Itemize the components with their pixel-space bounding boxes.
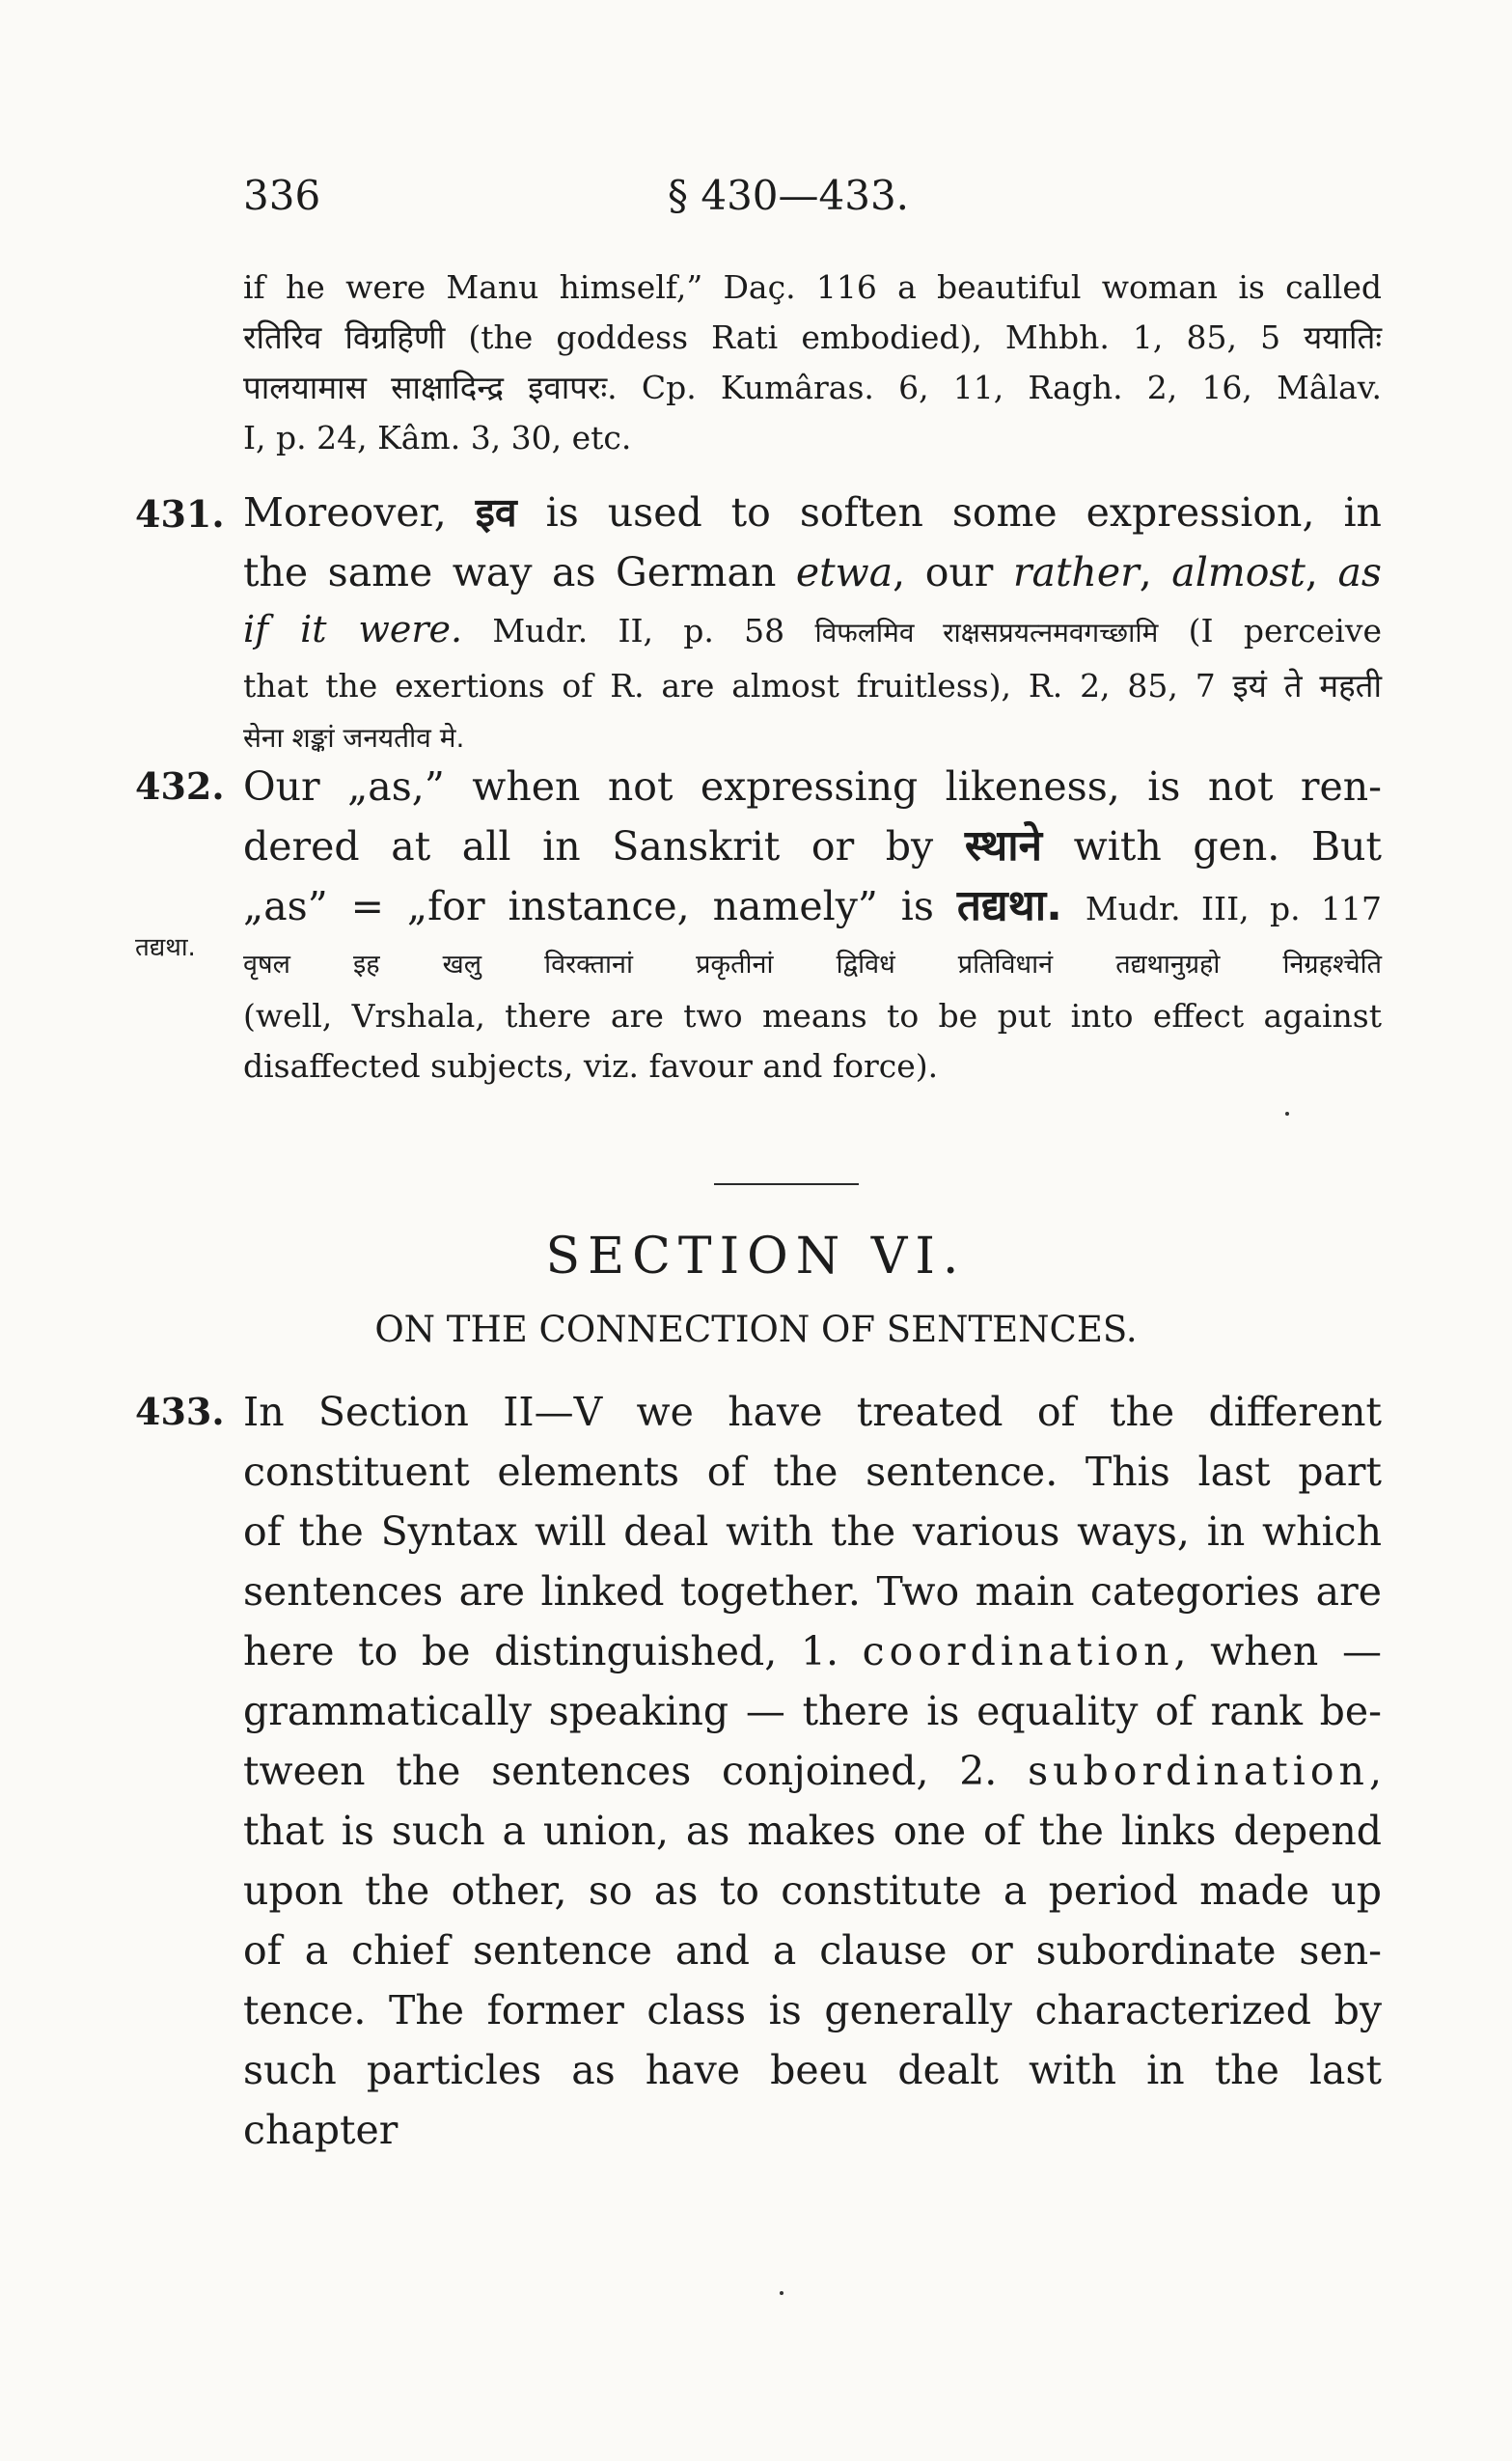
section-subtitle: ON THE CONNECTION OF SENTENCES. — [374, 1309, 1138, 1350]
text: the same way as German — [243, 549, 777, 595]
text: dered at all in Sanskrit or by — [243, 823, 934, 870]
section-divider — [714, 1183, 859, 1185]
line: वृषल इह खलु विरक्तानां प्रकृतीनां द्विविधं प्रतिविधानं तद्यथानुग्रहो निग्रहश्चेति — [243, 950, 1382, 980]
line: upon the other, so as to constitute a period made up — [243, 1867, 1382, 1914]
text: Mudr. III, p. 117 — [1085, 890, 1382, 927]
line — [243, 542, 1382, 602]
paragraph-431 — [243, 483, 1382, 764]
sanskrit-quote: विफलमिव राक्षसप्रयत्नमवगच्छामि — [814, 617, 1159, 649]
paragraph-number-433: 433. — [135, 1390, 225, 1433]
line: disaffected subjects, viz. favour and force). — [243, 1047, 939, 1085]
margin-note-tadyatha: तद्यथा. — [135, 933, 196, 962]
italic-term: almost — [1171, 549, 1306, 595]
spaced-term: coordination — [862, 1628, 1174, 1674]
text: , — [1368, 1748, 1382, 1794]
line: सेना शङ्कां जनयतीव मे. — [243, 722, 465, 754]
text: (I perceive — [1188, 612, 1383, 650]
section-title: SECTION VI. — [545, 1228, 967, 1286]
line — [243, 1621, 1382, 1681]
line — [243, 1741, 1382, 1801]
text: , when — — [1173, 1628, 1382, 1674]
line: that is such a union, as makes one of the links depend — [243, 1808, 1382, 1854]
text: , our — [893, 549, 994, 595]
line: grammatically speaking — there is equality of rank be- — [243, 1688, 1382, 1734]
spaced-term: subordination — [1028, 1748, 1369, 1794]
section-range: § 430—433. — [668, 172, 910, 219]
line — [243, 483, 1382, 542]
text: , — [1139, 549, 1152, 595]
paragraph-number-431: 431. — [135, 492, 225, 536]
speck — [1285, 1112, 1289, 1116]
text: here to be distinguished, 1. — [243, 1628, 839, 1674]
page-number: 336 — [243, 172, 321, 219]
line: (well, Vrshala, there are two means to be put into effect against — [243, 997, 1382, 1035]
line: sentences are linked together. Two main categories are — [243, 1568, 1382, 1615]
italic-term: if it were. — [243, 608, 463, 650]
italic-term: etwa — [795, 549, 893, 595]
sanskrit-term: तद्यथा. — [956, 881, 1062, 930]
line: I, p. 24, Kâm. 3, 30, etc. — [243, 419, 632, 456]
paragraph-432 — [243, 757, 1382, 1092]
line: if he were Manu himself,” Daç. 116 a beautiful woman is called — [243, 268, 1382, 306]
speck — [780, 2291, 783, 2295]
running-head — [243, 172, 1382, 230]
italic-term: rather — [1012, 549, 1140, 595]
line — [243, 602, 1382, 660]
paragraph-433 — [243, 1382, 1382, 2160]
text: with gen. But — [1073, 823, 1382, 870]
line: Our „as,” when not expressing likeness, is not ren- — [243, 763, 1382, 810]
text: „as” = „for instance, namely” is — [243, 883, 934, 929]
line: रतिरिव विग्रहिणी (the goddess Rati embodied), Mhbh. 1, 85, 5 ययातिः — [243, 318, 1382, 356]
line: such particles as have beeu dealt with in the last chapter — [243, 2047, 1382, 2153]
text: tween the sentences conjoined, 2. — [243, 1748, 998, 1794]
sanskrit-term: स्थाने — [964, 821, 1043, 871]
line: constituent elements of the sentence. This last part — [243, 1449, 1382, 1495]
paragraph-number-432: 432. — [135, 764, 225, 808]
text: , — [1305, 549, 1318, 595]
line: of the Syntax will deal with the various ways, in which — [243, 1508, 1382, 1555]
line — [243, 816, 1382, 876]
line — [243, 876, 1382, 939]
line: tence. The former class is generally characterized by — [243, 1987, 1382, 2033]
text: Mudr. II, p. 58 — [492, 612, 785, 650]
sanskrit-term: इव — [475, 489, 517, 536]
text: Moreover, — [243, 489, 447, 536]
line: पालयामास साक्षादिन्द्र इवापरः. Cp. Kumâras. 6, 11, Ragh. 2, 16, Mâlav. — [243, 369, 1382, 406]
text: is used to soften some expression, in — [545, 489, 1382, 536]
paragraph-430-continuation — [243, 263, 1382, 463]
line: that the exertions of R. are almost fruitless), R. 2, 85, 7 इयं ते महती — [243, 667, 1382, 705]
line: In Section II—V we have treated of the different — [243, 1389, 1382, 1435]
italic-term: as — [1337, 549, 1382, 595]
line: of a chief sentence and a clause or subordinate sen- — [243, 1927, 1382, 1974]
